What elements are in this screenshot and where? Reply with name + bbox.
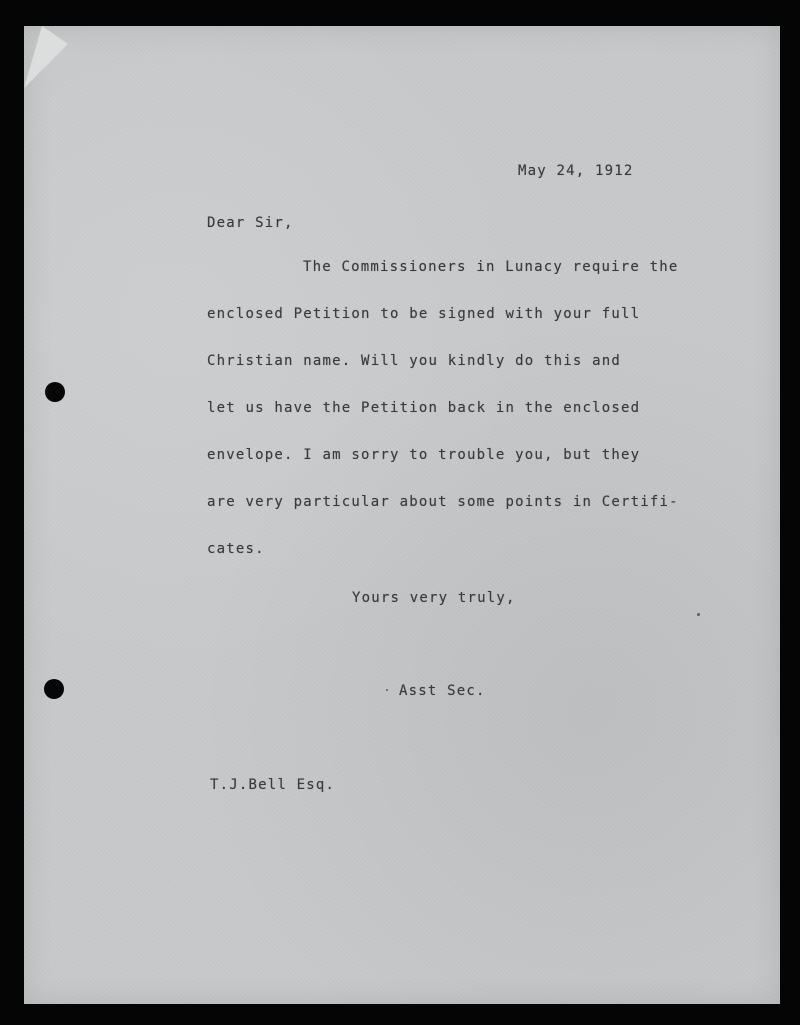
body-line-3: Christian name. Will you kindly do this and — [207, 353, 622, 369]
punch-hole-upper — [45, 382, 65, 402]
body-line-1: The Commissioners in Lunacy require the — [303, 259, 679, 275]
letter-date: May 24, 1912 — [518, 163, 634, 179]
paper-speck — [697, 613, 700, 616]
body-line-5: envelope. I am sorry to trouble you, but they — [207, 447, 641, 463]
body-line-2: enclosed Petition to be signed with your full — [207, 306, 641, 322]
punch-hole-lower — [44, 679, 64, 699]
salutation: Dear Sir, — [207, 215, 294, 231]
body-line-6: are very particular about some points in Certifi- — [207, 494, 679, 510]
paper-speck — [386, 689, 388, 691]
body-line-4: let us have the Petition back in the enclosed — [207, 400, 641, 416]
closing: Yours very truly, — [352, 590, 516, 606]
letter-page — [24, 26, 780, 1004]
signature-title: Asst Sec. — [399, 683, 486, 699]
body-line-7: cates. — [207, 541, 265, 557]
recipient: T.J.Bell Esq. — [210, 777, 336, 793]
